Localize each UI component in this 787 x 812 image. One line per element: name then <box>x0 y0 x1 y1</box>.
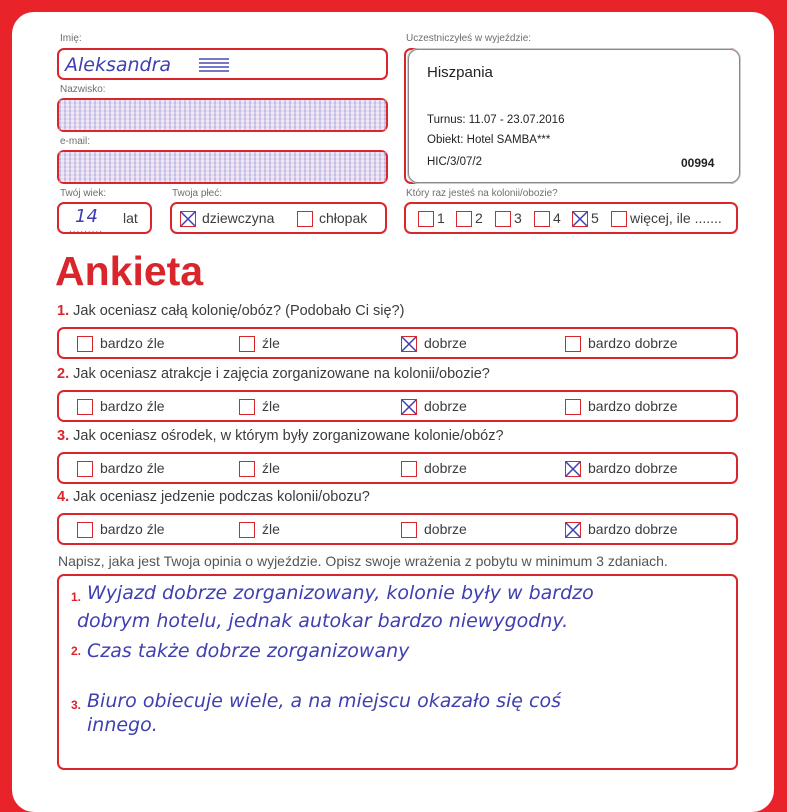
rating-checkbox[interactable] <box>565 336 581 352</box>
times-label: Który raz jesteś na kolonii/obozie? <box>406 188 558 199</box>
times-checkbox-4[interactable] <box>534 211 550 227</box>
surname-label: Nazwisko: <box>60 84 106 95</box>
opinion-field[interactable] <box>57 574 738 770</box>
times-checkbox-1[interactable] <box>418 211 434 227</box>
rating-checkbox[interactable] <box>239 336 255 352</box>
opinion-prompt: Napisz, jaka jest Twoja opinia o wyjeździe. Opisz swoje wrażenia z pobytu w minimum 3 zdaniach. <box>58 553 668 569</box>
age-value: 14 <box>75 206 98 227</box>
opinion-line-2: dobrym hotelu, jednak autokar bardzo niewygodny. <box>77 610 569 632</box>
question-3 <box>57 428 504 444</box>
trip-obiekt <box>427 134 550 146</box>
surname-redaction <box>59 100 386 130</box>
rating-option-label: źle <box>262 398 280 414</box>
times-field <box>404 202 738 234</box>
gender-checkbox-boy[interactable] <box>297 211 313 227</box>
times-checkbox-3[interactable] <box>495 211 511 227</box>
age-label: Twój wiek: <box>60 188 107 199</box>
gender-checkbox-girl[interactable] <box>180 211 196 227</box>
rating-checkbox[interactable] <box>401 522 417 538</box>
trip-number: 00994 <box>681 156 715 170</box>
rating-option-label: bardzo dobrze <box>588 335 678 351</box>
rating-checkbox[interactable] <box>401 461 417 477</box>
gender-label: Twoja płeć: <box>172 188 223 199</box>
question-4 <box>57 489 370 505</box>
rating-checkbox[interactable] <box>77 522 93 538</box>
times-option-4: 4 <box>553 210 561 226</box>
rating-option-label: bardzo źle <box>100 335 165 351</box>
rating-option-label: bardzo źle <box>100 460 165 476</box>
question-1 <box>57 303 404 319</box>
survey-title: Ankieta <box>55 248 204 294</box>
times-option-5: 5 <box>591 210 599 226</box>
rating-checkbox[interactable] <box>239 522 255 538</box>
times-checkbox-2[interactable] <box>456 211 472 227</box>
trip-turnus <box>427 114 564 126</box>
rating-checkbox[interactable] <box>77 399 93 415</box>
opinion-line-1: Wyjazd dobrze zorganizowany, kolonie były w bardzo <box>87 582 594 604</box>
rating-option-label: dobrze <box>424 460 467 476</box>
email-field[interactable] <box>57 150 388 184</box>
times-checkbox-more[interactable] <box>611 211 627 227</box>
rating-checkbox[interactable] <box>239 461 255 477</box>
question-4-options <box>57 513 738 545</box>
rating-option-label: bardzo źle <box>100 521 165 537</box>
rating-option-label: dobrze <box>424 335 467 351</box>
question-2 <box>57 366 490 382</box>
age-field[interactable]: 14 ......... lat <box>57 202 152 234</box>
times-option-1: 1 <box>437 210 445 226</box>
rating-option-label: bardzo dobrze <box>588 398 678 414</box>
name-label: Imię: <box>60 33 82 44</box>
trip-card <box>408 49 740 183</box>
obiekt-label: Obiekt: <box>427 134 464 146</box>
opinion-line-3: Czas także dobrze zorganizowany <box>87 640 410 662</box>
question-1-options <box>57 327 738 359</box>
gender-option-girl: dziewczyna <box>202 210 275 226</box>
question-number: 3. <box>57 428 70 444</box>
opinion-num-3: 3. <box>71 698 82 712</box>
times-option-3: 3 <box>514 210 522 226</box>
rating-option-label: źle <box>262 460 280 476</box>
rating-checkbox[interactable] <box>77 461 93 477</box>
question-number: 4. <box>57 489 70 505</box>
opinion-line-4: Biuro obiecuje wiele, a na miejscu okazało się coś <box>87 690 562 712</box>
rating-checkbox[interactable] <box>239 399 255 415</box>
question-text: Jak oceniasz ośrodek, w którym były zorganizowane kolonie/obóz? <box>73 428 504 444</box>
obiekt-value: Hotel SAMBA*** <box>466 134 551 146</box>
question-text: Jak oceniasz całą kolonię/obóz? (Podobało Ci się?) <box>73 303 405 319</box>
gender-field <box>170 202 387 234</box>
turnus-label: Turnus: <box>427 114 466 126</box>
opinion-num-2: 2. <box>71 644 82 658</box>
question-text: Jak oceniasz jedzenie podczas kolonii/obozu? <box>73 489 370 505</box>
trip-label: Uczestniczyłeś w wyjeździe: <box>406 33 532 44</box>
rating-option-label: bardzo dobrze <box>588 521 678 537</box>
name-field[interactable] <box>57 48 388 80</box>
rating-option-label: źle <box>262 521 280 537</box>
email-redaction <box>59 152 386 182</box>
rating-checkbox[interactable] <box>565 522 581 538</box>
times-checkbox-5[interactable] <box>572 211 588 227</box>
rating-checkbox[interactable] <box>77 336 93 352</box>
rating-checkbox[interactable] <box>565 399 581 415</box>
question-number: 1. <box>57 303 70 319</box>
rating-option-label: bardzo dobrze <box>588 460 678 476</box>
opinion-line-5: innego. <box>87 714 158 736</box>
opinion-num-1: 1. <box>71 590 82 604</box>
gender-option-boy: chłopak <box>319 210 368 226</box>
question-2-options <box>57 390 738 422</box>
rating-checkbox[interactable] <box>401 399 417 415</box>
question-3-options <box>57 452 738 484</box>
trip-destination: Hiszpania <box>427 64 493 81</box>
rating-checkbox[interactable] <box>565 461 581 477</box>
question-text: Jak oceniasz atrakcje i zajęcia zorganizowane na kolonii/obozie? <box>73 366 490 382</box>
age-unit: lat <box>123 210 138 226</box>
name-value: Aleksandra <box>65 54 172 76</box>
rating-option-label: dobrze <box>424 398 467 414</box>
times-option-more: więcej, ile ....... <box>630 210 722 226</box>
rating-option-label: bardzo źle <box>100 398 165 414</box>
email-label: e-mail: <box>60 136 91 147</box>
rating-option-label: dobrze <box>424 521 467 537</box>
turnus-value: 11.07 - 23.07.2016 <box>468 114 565 126</box>
trip-code: HIC/3/07/2 <box>427 156 482 168</box>
surname-field[interactable] <box>57 98 388 132</box>
times-option-2: 2 <box>475 210 483 226</box>
rating-option-label: źle <box>262 335 280 351</box>
question-number: 2. <box>57 366 70 382</box>
name-scribble <box>199 56 229 72</box>
rating-checkbox[interactable] <box>401 336 417 352</box>
